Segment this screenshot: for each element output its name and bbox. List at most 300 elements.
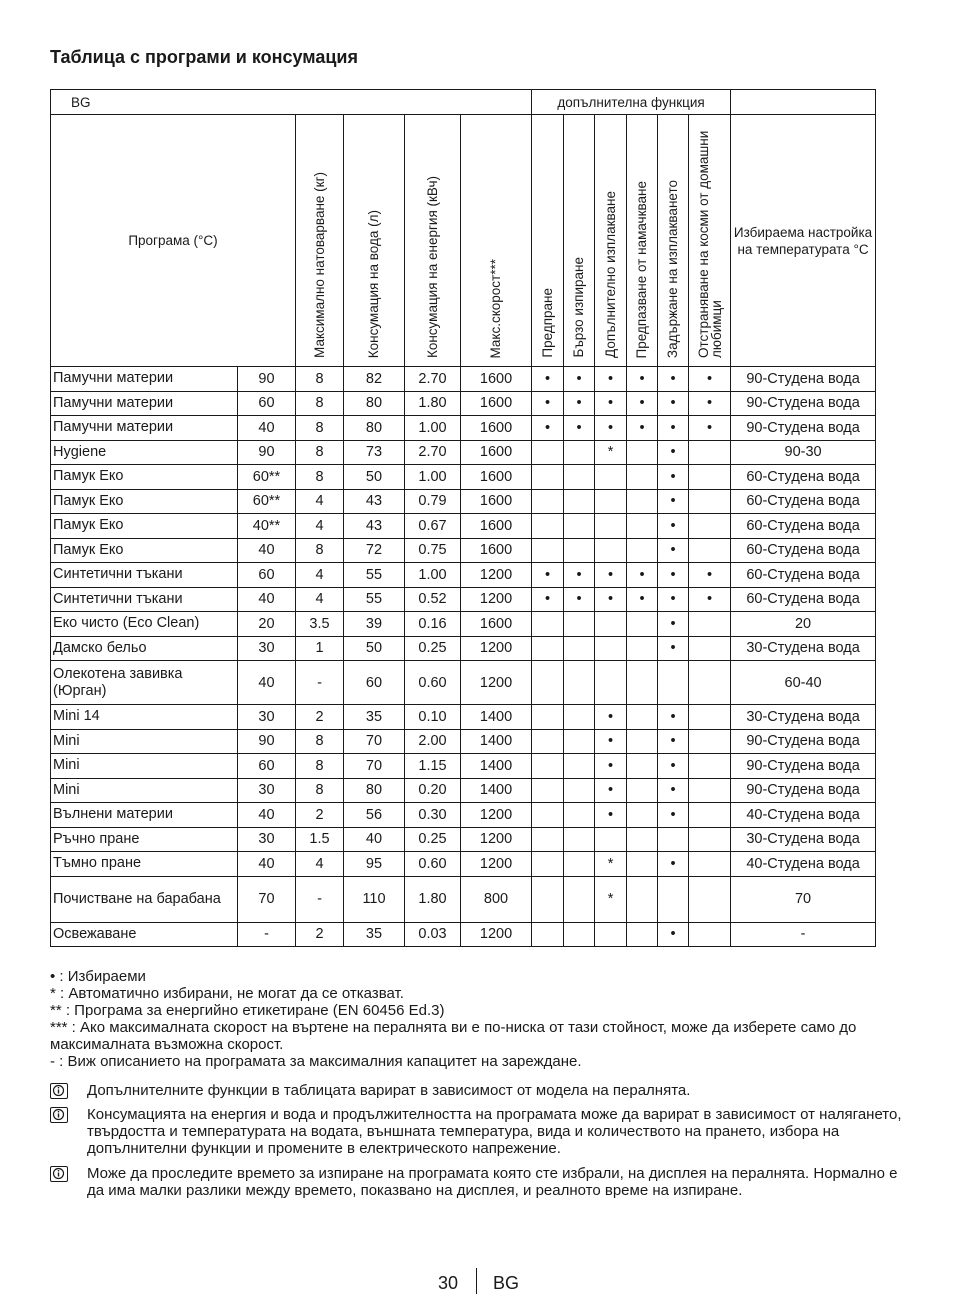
- cell-water: 80: [344, 778, 405, 803]
- cell-f3: [595, 489, 627, 514]
- cell-load: 1.5: [296, 827, 344, 852]
- cell-f5: •: [658, 391, 689, 416]
- header-temp-setting: Избираема настройка на температурата °C: [731, 115, 876, 367]
- cell-temp: 30: [238, 778, 296, 803]
- cell-f5: •: [658, 465, 689, 490]
- table-row: [51, 876, 876, 922]
- cell-f2: [564, 636, 595, 661]
- program-name: Hygiene: [51, 440, 238, 465]
- cell-load: 8: [296, 367, 344, 392]
- program-name: Памучни материи: [51, 391, 238, 416]
- cell-f6: [689, 489, 731, 514]
- cell-f4: •: [627, 391, 658, 416]
- cell-f6: [689, 803, 731, 828]
- cell-f4: [627, 538, 658, 563]
- table-row: [51, 922, 876, 947]
- cell-f3: *: [595, 440, 627, 465]
- program-name: Памучни материи: [51, 367, 238, 392]
- header-energy-cell: [405, 115, 461, 367]
- cell-f2: [564, 538, 595, 563]
- cell-f1: [532, 465, 564, 490]
- table-row: [51, 705, 876, 730]
- page-title: Таблица с програми и консумация: [50, 47, 358, 67]
- cell-speed: 1600: [461, 465, 532, 490]
- cell-f5: •: [658, 852, 689, 877]
- cell-temp: 20: [238, 612, 296, 637]
- cell-range: -: [731, 922, 876, 947]
- header-rinse-hold: Задържане на изплакването: [665, 179, 681, 358]
- cell-f4: •: [627, 563, 658, 588]
- info-icon: [50, 1107, 68, 1123]
- cell-f3: •: [595, 778, 627, 803]
- cell-f4: [627, 754, 658, 779]
- table-row: [51, 367, 876, 392]
- footer-divider: [476, 1268, 477, 1294]
- info-text: Може да проследите времето за изпиране на програмата която сте избрали, на дисплея на пералнята. Нормално е да има малки разлики между времето, показвано на дисплея, и реалното време на изпиране.: [87, 1165, 898, 1199]
- cell-f2: •: [564, 563, 595, 588]
- cell-f1: [532, 514, 564, 539]
- note-automatic: * : Автоматично избирани, не могат да се отказват.: [50, 985, 404, 1002]
- header-pet-hair: Отстраняване на косми от домашни любимци: [695, 130, 724, 358]
- program-name: Синтетични тъкани: [51, 563, 238, 588]
- cell-load: -: [296, 661, 344, 705]
- cell-speed: 1600: [461, 489, 532, 514]
- cell-load: 8: [296, 465, 344, 490]
- cell-temp: 60**: [238, 465, 296, 490]
- cell-speed: 1400: [461, 729, 532, 754]
- cell-f6: [689, 754, 731, 779]
- cell-water: 80: [344, 391, 405, 416]
- header-prewash-cell: [532, 115, 564, 367]
- cell-temp: -: [238, 922, 296, 947]
- cell-energy: 1.00: [405, 465, 461, 490]
- cell-f2: •: [564, 367, 595, 392]
- cell-water: 72: [344, 538, 405, 563]
- cell-temp: 90: [238, 729, 296, 754]
- cell-range: 90-Студена вода: [731, 416, 876, 441]
- cell-f5: •: [658, 729, 689, 754]
- cell-speed: 1200: [461, 587, 532, 612]
- cell-water: 35: [344, 922, 405, 947]
- cell-f3: •: [595, 563, 627, 588]
- cell-f2: [564, 440, 595, 465]
- program-name: Тъмно пране: [51, 852, 238, 877]
- cell-f4: [627, 465, 658, 490]
- cell-range: 60-40: [731, 661, 876, 705]
- cell-load: -: [296, 876, 344, 922]
- cell-f6: •: [689, 367, 731, 392]
- cell-energy: 2.70: [405, 367, 461, 392]
- cell-f4: [627, 440, 658, 465]
- cell-speed: 1200: [461, 922, 532, 947]
- cell-speed: 1600: [461, 416, 532, 441]
- cell-water: 82: [344, 367, 405, 392]
- cell-f2: •: [564, 416, 595, 441]
- cell-f5: •: [658, 440, 689, 465]
- table-row: [51, 538, 876, 563]
- cell-f5: [658, 661, 689, 705]
- cell-f3: •: [595, 803, 627, 828]
- cell-water: 43: [344, 489, 405, 514]
- cell-temp: 30: [238, 636, 296, 661]
- cell-f6: [689, 661, 731, 705]
- cell-f2: [564, 729, 595, 754]
- cell-f2: [564, 489, 595, 514]
- cell-f5: •: [658, 922, 689, 947]
- cell-water: 56: [344, 803, 405, 828]
- cell-load: 4: [296, 587, 344, 612]
- cell-temp: 90: [238, 440, 296, 465]
- cell-range: 90-Студена вода: [731, 754, 876, 779]
- cell-f4: [627, 922, 658, 947]
- cell-f5: •: [658, 754, 689, 779]
- cell-f2: [564, 778, 595, 803]
- cell-range: 30-Студена вода: [731, 705, 876, 730]
- cell-f1: •: [532, 587, 564, 612]
- info-text: Консумацията на енергия и вода и продължителността на програмата може да варират в зависимост от налягането, твърдостта и температурата на водата, външната температура, вида и количеството на прането, избора на допълнителни функции и промените в електрическото напрежение.: [87, 1106, 902, 1157]
- cell-f6: [689, 876, 731, 922]
- header-presoak: Предпазване от намачкване: [634, 180, 650, 358]
- cell-energy: 0.52: [405, 587, 461, 612]
- cell-temp: 40: [238, 416, 296, 441]
- program-name: Памук Еко: [51, 514, 238, 539]
- cell-range: 30-Студена вода: [731, 636, 876, 661]
- cell-f2: [564, 465, 595, 490]
- cell-load: 1: [296, 636, 344, 661]
- cell-f3: [595, 612, 627, 637]
- header-speed-cell: [461, 115, 532, 367]
- cell-f3: [595, 661, 627, 705]
- cell-speed: 1600: [461, 391, 532, 416]
- cell-water: 110: [344, 876, 405, 922]
- cell-temp: 40: [238, 538, 296, 563]
- cell-f3: •: [595, 587, 627, 612]
- cell-f4: [627, 852, 658, 877]
- cell-energy: 0.16: [405, 612, 461, 637]
- table-row: [51, 778, 876, 803]
- cell-f5: •: [658, 705, 689, 730]
- cell-f5: •: [658, 612, 689, 637]
- cell-f1: [532, 876, 564, 922]
- cell-f3: [595, 514, 627, 539]
- cell-f6: •: [689, 391, 731, 416]
- cell-energy: 0.25: [405, 636, 461, 661]
- cell-energy: 0.75: [405, 538, 461, 563]
- cell-f6: [689, 852, 731, 877]
- table-row: [51, 636, 876, 661]
- cell-f3: •: [595, 367, 627, 392]
- cell-energy: 0.79: [405, 489, 461, 514]
- cell-energy: 0.67: [405, 514, 461, 539]
- cell-f3: [595, 636, 627, 661]
- table-row: [51, 803, 876, 828]
- cell-load: 8: [296, 391, 344, 416]
- cell-water: 43: [344, 514, 405, 539]
- cell-f4: [627, 803, 658, 828]
- header-water: Консумация на вода (л): [366, 209, 381, 358]
- header-quick-wash: Бързо изпиране: [571, 257, 587, 358]
- cell-f4: [627, 514, 658, 539]
- program-name: Освежаване: [51, 922, 238, 947]
- cell-f5: •: [658, 587, 689, 612]
- cell-f1: [532, 778, 564, 803]
- cell-f1: •: [532, 391, 564, 416]
- cell-f1: [532, 922, 564, 947]
- table-row: [51, 612, 876, 637]
- cell-f6: [689, 440, 731, 465]
- table-row: [51, 563, 876, 588]
- program-name: Mini: [51, 778, 238, 803]
- cell-f2: [564, 803, 595, 828]
- header-lang: BG: [51, 90, 532, 115]
- cell-f1: •: [532, 416, 564, 441]
- table-row: [51, 827, 876, 852]
- cell-f1: [532, 803, 564, 828]
- cell-water: 40: [344, 827, 405, 852]
- header-quick-wash-cell: [564, 115, 595, 367]
- cell-f4: •: [627, 587, 658, 612]
- table-row: [51, 489, 876, 514]
- cell-f2: [564, 705, 595, 730]
- cell-f2: •: [564, 587, 595, 612]
- cell-f6: [689, 922, 731, 947]
- header-program: Програма (°C): [51, 115, 296, 367]
- cell-f2: [564, 876, 595, 922]
- program-name: Еко чисто (Eco Clean): [51, 612, 238, 637]
- cell-range: 90-30: [731, 440, 876, 465]
- cell-f4: [627, 827, 658, 852]
- cell-f5: •: [658, 778, 689, 803]
- cell-f3: [595, 922, 627, 947]
- cell-load: 4: [296, 852, 344, 877]
- cell-f1: •: [532, 563, 564, 588]
- table-row: [51, 754, 876, 779]
- cell-f1: [532, 705, 564, 730]
- cell-energy: 0.25: [405, 827, 461, 852]
- footer-lang: BG: [493, 1273, 520, 1293]
- header-extra-rinse-cell: [595, 115, 627, 367]
- cell-water: 60: [344, 661, 405, 705]
- header-prewash: Предпране: [539, 288, 555, 358]
- table-row: [51, 465, 876, 490]
- cell-f1: [532, 538, 564, 563]
- header-energy: Консумация на енергия (кВч): [424, 175, 440, 358]
- cell-energy: 1.15: [405, 754, 461, 779]
- cell-f5: •: [658, 489, 689, 514]
- cell-temp: 60: [238, 563, 296, 588]
- table-row: [51, 729, 876, 754]
- program-name: Памук Еко: [51, 465, 238, 490]
- cell-f5: •: [658, 538, 689, 563]
- program-name: Вълнени материи: [51, 803, 238, 828]
- cell-f3: *: [595, 852, 627, 877]
- cell-f2: [564, 514, 595, 539]
- cell-temp: 60**: [238, 489, 296, 514]
- cell-f4: [627, 661, 658, 705]
- header-pet-hair-cell: [689, 115, 731, 367]
- cell-f3: •: [595, 705, 627, 730]
- note-selectable: • : Избираеми: [50, 968, 146, 985]
- cell-water: 50: [344, 636, 405, 661]
- cell-speed: 1600: [461, 514, 532, 539]
- cell-f6: [689, 778, 731, 803]
- cell-temp: 30: [238, 705, 296, 730]
- cell-f4: [627, 729, 658, 754]
- cell-f3: [595, 465, 627, 490]
- cell-load: 8: [296, 440, 344, 465]
- cell-f2: [564, 754, 595, 779]
- cell-load: 4: [296, 514, 344, 539]
- cell-water: 50: [344, 465, 405, 490]
- cell-load: 8: [296, 729, 344, 754]
- cell-f5: •: [658, 563, 689, 588]
- cell-energy: 2.70: [405, 440, 461, 465]
- cell-temp: 40**: [238, 514, 296, 539]
- cell-f4: [627, 636, 658, 661]
- cell-water: 39: [344, 612, 405, 637]
- cell-f2: [564, 852, 595, 877]
- legend-notes: [50, 968, 920, 1070]
- cell-speed: 1400: [461, 778, 532, 803]
- header-max-load-cell: [296, 115, 344, 367]
- cell-speed: 1600: [461, 440, 532, 465]
- program-name: Mini 14: [51, 705, 238, 730]
- cell-water: 55: [344, 587, 405, 612]
- table-row: [51, 587, 876, 612]
- cell-load: 4: [296, 489, 344, 514]
- cell-speed: 1400: [461, 754, 532, 779]
- info-note: [50, 1082, 910, 1099]
- cell-water: 70: [344, 729, 405, 754]
- table-row: [51, 852, 876, 877]
- cell-f6: [689, 827, 731, 852]
- cell-f6: [689, 705, 731, 730]
- program-name: Дамско бельо: [51, 636, 238, 661]
- program-table: [50, 89, 876, 947]
- cell-f6: [689, 636, 731, 661]
- cell-temp: 40: [238, 852, 296, 877]
- cell-f3: *: [595, 876, 627, 922]
- program-name: Памук Еко: [51, 489, 238, 514]
- cell-range: 60-Студена вода: [731, 538, 876, 563]
- cell-water: 70: [344, 754, 405, 779]
- cell-range: 40-Студена вода: [731, 803, 876, 828]
- cell-f4: [627, 778, 658, 803]
- cell-range: 70: [731, 876, 876, 922]
- cell-range: 90-Студена вода: [731, 391, 876, 416]
- cell-f2: •: [564, 391, 595, 416]
- cell-f2: [564, 612, 595, 637]
- note-energy-label: ** : Програма за енергийно етикетиране (EN 60456 Ed.3): [50, 1002, 445, 1019]
- cell-f4: [627, 705, 658, 730]
- cell-f3: •: [595, 391, 627, 416]
- table-row: [51, 391, 876, 416]
- cell-energy: 0.20: [405, 778, 461, 803]
- cell-f1: [532, 612, 564, 637]
- cell-temp: 70: [238, 876, 296, 922]
- header-water-cell: [344, 115, 405, 367]
- cell-water: 55: [344, 563, 405, 588]
- note-max-load: - : Виж описанието на програмата за максималния капацитет на зареждане.: [50, 1053, 582, 1070]
- cell-speed: 1200: [461, 636, 532, 661]
- program-name: Ръчно пране: [51, 827, 238, 852]
- cell-energy: 1.80: [405, 391, 461, 416]
- cell-range: 60-Студена вода: [731, 563, 876, 588]
- cell-temp: 90: [238, 367, 296, 392]
- cell-range: 90-Студена вода: [731, 778, 876, 803]
- cell-f5: •: [658, 416, 689, 441]
- cell-f3: •: [595, 416, 627, 441]
- cell-f6: •: [689, 416, 731, 441]
- cell-temp: 30: [238, 827, 296, 852]
- note-max-speed: *** : Ако максималната скорост на въртене на пералнята ви е по-ниска от тази стойност, може да изберете само до максималната възможна скорост.: [50, 1019, 857, 1053]
- cell-range: 60-Студена вода: [731, 465, 876, 490]
- cell-speed: 1200: [461, 852, 532, 877]
- table-row: [51, 661, 876, 705]
- cell-speed: 1600: [461, 538, 532, 563]
- cell-range: 60-Студена вода: [731, 514, 876, 539]
- header-empty-cell: [731, 90, 876, 115]
- cell-water: 95: [344, 852, 405, 877]
- cell-range: 60-Студена вода: [731, 489, 876, 514]
- cell-speed: 1400: [461, 705, 532, 730]
- cell-f4: •: [627, 367, 658, 392]
- cell-f5: •: [658, 636, 689, 661]
- cell-f1: •: [532, 367, 564, 392]
- cell-load: 8: [296, 754, 344, 779]
- cell-load: 8: [296, 778, 344, 803]
- cell-f2: [564, 922, 595, 947]
- cell-water: 73: [344, 440, 405, 465]
- cell-range: 90-Студена вода: [731, 367, 876, 392]
- cell-load: 3.5: [296, 612, 344, 637]
- header-extra-rinse: Допълнително изплакване: [602, 191, 618, 358]
- cell-temp: 60: [238, 754, 296, 779]
- cell-f1: [532, 827, 564, 852]
- cell-f6: [689, 612, 731, 637]
- cell-f2: [564, 661, 595, 705]
- cell-f3: •: [595, 754, 627, 779]
- cell-speed: 1200: [461, 563, 532, 588]
- table-row: [51, 416, 876, 441]
- cell-f1: [532, 489, 564, 514]
- cell-f4: [627, 489, 658, 514]
- cell-f1: [532, 729, 564, 754]
- cell-energy: 2.00: [405, 729, 461, 754]
- header-max-load: Максимално натоварване (кг): [311, 172, 327, 358]
- table-row: [51, 440, 876, 465]
- info-note: [50, 1165, 910, 1199]
- page-number: 30: [438, 1273, 459, 1293]
- cell-f6: [689, 514, 731, 539]
- cell-energy: 0.10: [405, 705, 461, 730]
- header-presoak-cell: [627, 115, 658, 367]
- program-name: Олекотена завивка (Юрган): [51, 661, 238, 705]
- cell-f3: [595, 538, 627, 563]
- cell-f2: [564, 827, 595, 852]
- cell-f1: [532, 440, 564, 465]
- cell-load: 8: [296, 538, 344, 563]
- cell-f5: •: [658, 803, 689, 828]
- cell-speed: 800: [461, 876, 532, 922]
- cell-f6: [689, 538, 731, 563]
- cell-f5: •: [658, 514, 689, 539]
- cell-energy: 1.00: [405, 563, 461, 588]
- info-icon: [50, 1166, 68, 1182]
- cell-range: 40-Студена вода: [731, 852, 876, 877]
- header-rinse-hold-cell: [658, 115, 689, 367]
- cell-f5: [658, 827, 689, 852]
